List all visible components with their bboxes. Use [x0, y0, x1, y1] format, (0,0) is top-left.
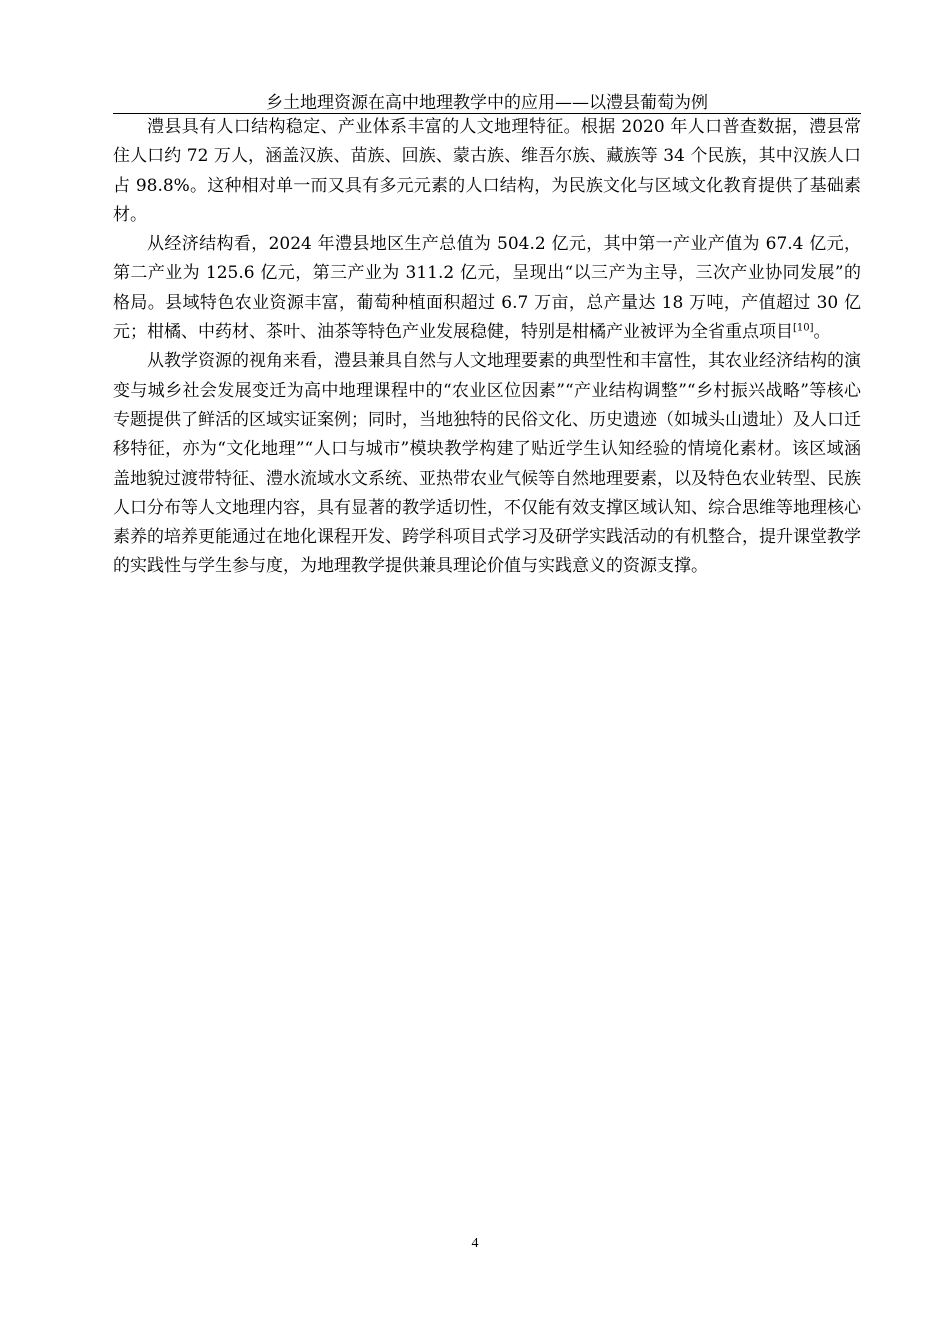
- page-number: 4: [471, 1236, 479, 1251]
- paragraph-tail: 。: [813, 322, 831, 343]
- paragraph-text: 从经济结构看，2024 年澧县地区生产总值为 504.2 亿元，其中第一产业产值为 67.4 亿元，第二产业为 125.6 亿元，第三产业为 311.2 亿元，呈现出“以三产为主导，三次产业协同发展”的格局。县域特色农业资源丰富，葡萄种植面积超过 6.7 万亩，总产量达 18 万吨，产值超过 30 亿元；柑橘、中药材、茶叶、油茶等特色产业发展稳健，特别是柑橘产业被评为全省重点项目: [113, 234, 861, 343]
- paragraph-teaching-resources: [113, 347, 861, 581]
- running-header: 乡土地理资源在高中地理教学中的应用——以澧县葡萄为例: [266, 93, 708, 113]
- citation-marker: [10]: [793, 322, 814, 334]
- paragraph-text: 澧县具有人口结构稳定、产业体系丰富的人文地理特征。根据 2020 年人口普查数据，澧县常住人口约 72 万人，涵盖汉族、苗族、回族、蒙古族、维吾尔族、藏族等 34 个民族，其中汉族人口占 98.8%。这种相对单一而又具有多元元素的人口结构，为民族文化与区域文化教育提供了基础素材。: [113, 117, 861, 225]
- paragraph-text: 从教学资源的视角来看，澧县兼具自然与人文地理要素的典型性和丰富性，其农业经济结构的演变与城乡社会发展变迁为高中地理课程中的“农业区位因素”“产业结构调整”“乡村振兴战略”等核心专题提供了鲜活的区域实证案例；同时，当地独特的民俗文化、历史遗迹（如城头山遗址）及人口迁移特征，亦为“文化地理”“人口与城市”模块教学构建了贴近学生认知经验的情境化素材。该区域涵盖地貌过渡带特征、澧水流域水文系统、亚热带农业气候等自然地理要素，以及特色农业转型、民族人口分布等人文地理内容，具有显著的教学适切性，不仅能有效支撑区域认知、综合思维等地理核心素养的培养更能通过在地化课程开发、跨学科项目式学习及研学实践活动的有机整合，提升课堂教学的实践性与学生参与度，为地理教学提供兼具理论价值与实践意义的资源支撑。: [113, 351, 861, 577]
- body-text: [113, 113, 861, 582]
- paragraph-population: [113, 113, 861, 230]
- paragraph-economy: [113, 230, 861, 347]
